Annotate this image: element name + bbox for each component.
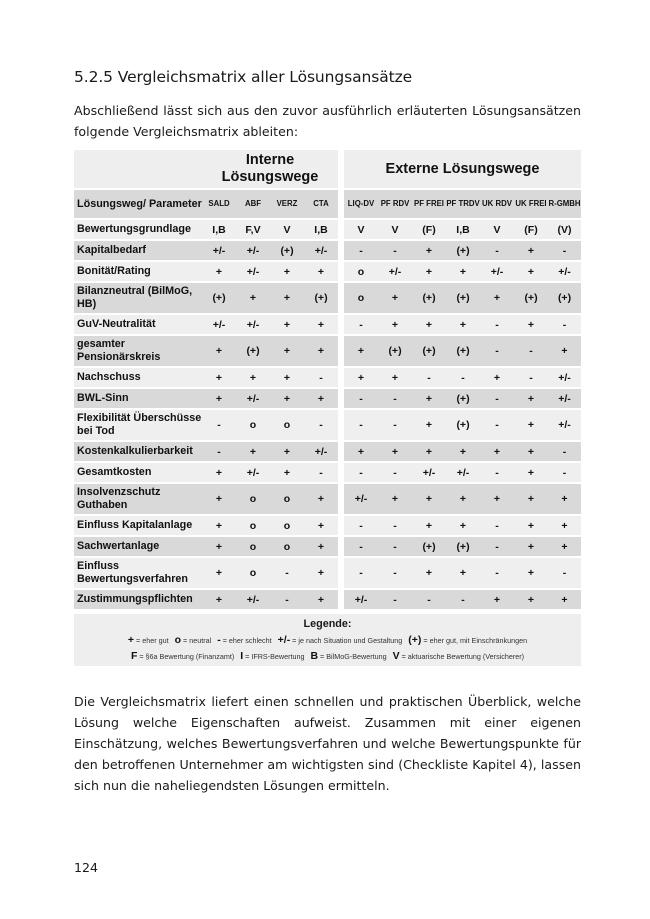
rating-cell: + [270,262,304,281]
table-row [74,241,581,260]
rating-cell: (+) [412,537,446,556]
rating-cell: V [270,220,304,239]
rating-cell: + [412,410,446,440]
rating-cell: - [344,389,378,408]
rating-cell: (+) [446,241,480,260]
rating-cell: o [270,410,304,440]
rating-cell: - [480,241,514,260]
rating-cell: + [480,283,514,313]
table-row [74,484,581,514]
rating-cell: - [304,463,338,482]
rating-cell: - [344,315,378,334]
rating-cell: + [304,590,338,609]
rating-cell: + [378,442,412,461]
rating-cell: o [344,283,378,313]
column-header: R-GMBH [548,190,581,218]
rating-cell: +/- [202,241,236,260]
rating-cell: (F) [412,220,446,239]
rating-cell: +/- [548,262,581,281]
rating-cell: o [270,537,304,556]
rating-cell: + [514,442,548,461]
rating-cell: + [548,484,581,514]
rating-cell: - [344,463,378,482]
legend-line-2 [74,650,581,662]
rating-cell: + [514,315,548,334]
rating-cell: - [514,336,548,366]
table-row [74,558,581,588]
rating-cell: - [304,410,338,440]
row-label: Bonität/Rating [74,262,202,281]
legend-symbol: - [217,634,221,646]
column-header: PF TRDV [446,190,480,218]
rating-cell: + [412,315,446,334]
rating-cell: (F) [514,220,548,239]
rating-cell: + [446,442,480,461]
rating-cell: +/- [304,442,338,461]
rating-cell: - [514,368,548,387]
legend-line-1 [74,634,581,646]
rating-cell: - [480,389,514,408]
rating-cell: + [412,558,446,588]
rating-cell: +/- [378,262,412,281]
rating-cell: + [412,442,446,461]
column-header: VERZ [270,190,304,218]
rating-cell: (+) [514,283,548,313]
rating-cell: - [304,368,338,387]
corner-cell [74,150,202,188]
rating-cell: + [304,484,338,514]
rating-cell: - [480,410,514,440]
table-row [74,537,581,556]
rating-cell: - [548,315,581,334]
rating-cell: + [270,389,304,408]
rating-cell: (+) [270,241,304,260]
rating-cell: + [304,336,338,366]
rating-cell: + [480,368,514,387]
rating-cell: + [378,368,412,387]
legend [74,614,581,666]
column-header-row [74,190,581,218]
rating-cell: +/- [412,463,446,482]
table-row [74,590,581,609]
rating-cell: - [344,537,378,556]
legend-text: = eher gut [134,636,175,645]
rating-cell: + [514,558,548,588]
table-row [74,463,581,482]
rating-cell: +/- [548,410,581,440]
rating-cell: - [378,410,412,440]
legend-text: = neutral [181,636,218,645]
rating-cell: + [548,336,581,366]
rating-cell: - [412,590,446,609]
legend-symbol: B [310,650,319,662]
rating-cell: - [412,368,446,387]
rating-cell: +/- [236,315,270,334]
rating-cell: (+) [236,336,270,366]
rating-cell: V [378,220,412,239]
table-row [74,262,581,281]
rating-cell: + [202,516,236,535]
rating-cell: +/- [446,463,480,482]
rating-cell: + [480,590,514,609]
rating-cell: + [202,558,236,588]
column-header: PF FREI [412,190,446,218]
rating-cell: (+) [548,283,581,313]
rating-cell: + [514,516,548,535]
rating-cell: o [236,484,270,514]
row-label: Zustimmungspflichten [74,590,202,609]
rating-cell: + [304,516,338,535]
rating-cell: + [378,315,412,334]
group-header-external: Externe Lösungswege [344,150,581,188]
rating-cell: - [548,442,581,461]
rating-cell: + [270,336,304,366]
legend-text: = eher gut, mit Einschränkungen [421,636,528,645]
rating-cell: - [378,463,412,482]
rating-cell: + [446,558,480,588]
rating-cell: - [446,590,480,609]
rating-cell: + [548,516,581,535]
rating-cell: +/- [548,368,581,387]
rating-cell: + [412,241,446,260]
column-header: SALD [202,190,236,218]
legend-text: = BilMoG-Bewertung [318,652,393,661]
rating-cell: + [270,368,304,387]
rating-cell: - [480,463,514,482]
rating-cell: - [446,368,480,387]
rating-cell: (+) [446,537,480,556]
table-row [74,442,581,461]
legend-text: = eher schlecht [220,636,278,645]
rating-cell: + [514,484,548,514]
rating-cell: - [270,558,304,588]
param-label: Lösungsweg/ Parameter [74,190,202,218]
rating-cell: + [480,442,514,461]
rating-cell: +/- [202,315,236,334]
rating-cell: + [548,537,581,556]
row-label: Flexibilität Überschüsse bei Tod [74,410,202,440]
rating-cell: + [548,590,581,609]
row-label: Nachschuss [74,368,202,387]
rating-cell: V [480,220,514,239]
row-label: Kostenkalkulierbarkeit [74,442,202,461]
legend-symbol: V [392,650,400,662]
rating-cell: + [270,315,304,334]
table-row [74,516,581,535]
rating-cell: + [202,463,236,482]
column-header: UK RDV [480,190,514,218]
row-label: GuV-Neutralität [74,315,202,334]
rating-cell: - [378,558,412,588]
row-label: BWL-Sinn [74,389,202,408]
intro-paragraph: Abschließend lässt sich aus den zuvor ausführlich erläuterten Lösungsansätzen folgende Vergleichsmatrix ableiten: [74,103,581,139]
rating-cell: + [202,389,236,408]
rating-cell: + [344,336,378,366]
rating-cell: + [304,262,338,281]
rating-cell: o [344,262,378,281]
table-row [74,389,581,408]
rating-cell: + [514,410,548,440]
legend-text: = §6a Bewertung (Finanzamt) [137,652,241,661]
rating-cell: + [378,484,412,514]
legend-text: = aktuarische Bewertung (Versicherer) [399,652,525,661]
rating-cell: +/- [236,590,270,609]
rating-cell: - [480,336,514,366]
rating-cell: + [304,558,338,588]
rating-cell: + [270,463,304,482]
rating-cell: - [344,516,378,535]
page-number: 124 [74,860,99,875]
rating-cell: (V) [548,220,581,239]
row-label: Gesamtkosten [74,463,202,482]
legend-symbol: (+) [408,634,422,646]
rating-cell: +/- [304,241,338,260]
rating-cell: + [514,262,548,281]
rating-cell: + [378,283,412,313]
group-header-internal: Interne Lösungswege [202,150,338,188]
rating-cell: + [236,442,270,461]
rating-cell: + [446,315,480,334]
rating-cell: - [480,516,514,535]
rating-cell: + [514,389,548,408]
table-row [74,220,581,239]
rating-cell: o [236,537,270,556]
rating-cell: + [514,463,548,482]
rating-cell: - [480,537,514,556]
rating-cell: o [236,558,270,588]
rating-cell: + [202,484,236,514]
rating-cell: - [480,315,514,334]
row-label: Einfluss Bewertungsverfahren [74,558,202,588]
table-row [74,368,581,387]
legend-symbol: F [130,650,138,662]
rating-cell: +/- [344,484,378,514]
table-row [74,336,581,366]
rating-cell: (+) [446,336,480,366]
rating-cell: o [236,516,270,535]
rating-cell: + [412,516,446,535]
column-header: CTA [304,190,338,218]
comparison-matrix [74,148,581,611]
row-label: Insolvenzschutz Guthaben [74,484,202,514]
table-row [74,283,581,313]
rating-cell: +/- [236,463,270,482]
rating-cell: + [446,484,480,514]
rating-cell: - [548,558,581,588]
legend-symbol: o [174,634,182,646]
rating-cell: (+) [446,283,480,313]
rating-cell: (+) [412,336,446,366]
column-header: UK FREI [514,190,548,218]
rating-cell: +/- [548,389,581,408]
rating-cell: - [202,410,236,440]
rating-cell: + [202,590,236,609]
rating-cell: +/- [236,262,270,281]
rating-cell: - [378,516,412,535]
row-label: gesamter Pensionärskreis [74,336,202,366]
rating-cell: + [304,537,338,556]
rating-cell: I,B [304,220,338,239]
rating-cell: F,V [236,220,270,239]
rating-cell: o [270,484,304,514]
rating-cell: (+) [304,283,338,313]
rating-cell: + [412,389,446,408]
rating-cell: - [548,241,581,260]
rating-cell: + [270,283,304,313]
rating-cell: + [514,590,548,609]
rating-cell: + [236,368,270,387]
rating-cell: +/- [236,241,270,260]
rating-cell: (+) [412,283,446,313]
rating-cell: - [378,389,412,408]
rating-cell: I,B [202,220,236,239]
rating-cell: - [344,410,378,440]
rating-cell: - [378,241,412,260]
legend-text: = je nach Situation und Gestaltung [290,636,409,645]
rating-cell: - [548,463,581,482]
row-label: Bilanzneutral (BilMoG, HB) [74,283,202,313]
matrix-body [74,220,581,609]
rating-cell: - [378,537,412,556]
rating-cell: o [236,410,270,440]
rating-cell: - [344,558,378,588]
rating-cell: +/- [236,389,270,408]
rating-cell: - [378,590,412,609]
legend-symbol: + [127,634,135,646]
rating-cell: - [202,442,236,461]
rating-cell: + [202,368,236,387]
column-header: ABF [236,190,270,218]
rating-cell: - [270,590,304,609]
rating-cell: +/- [480,262,514,281]
rating-cell: + [514,537,548,556]
outro-paragraph: Die Vergleichsmatrix liefert einen schnellen und praktischen Überblick, welche Lösung welche Eigenschaften aufweist. Zusammen mit einer eigenen Einschätzung, welches Bewertungsverfahren und welche Bewertungspunkte für den betroffenen Unternehmer am wichtigsten sind (Checkliste Kapitel 4), lassen sich nun die naheliegendsten Lösungen ermitteln. [74,694,581,793]
rating-cell: + [344,368,378,387]
rating-cell: (+) [378,336,412,366]
rating-cell: + [236,283,270,313]
rating-cell: + [446,516,480,535]
rating-cell: + [514,241,548,260]
legend-text: = IFRS-Bewertung [243,652,311,661]
rating-cell: + [480,484,514,514]
rating-cell: + [344,442,378,461]
rating-cell: (+) [202,283,236,313]
legend-title: Legende: [303,618,352,630]
rating-cell: + [412,484,446,514]
rating-cell: + [446,262,480,281]
rating-cell: o [270,516,304,535]
rating-cell: - [480,558,514,588]
row-label: Einfluss Kapitalanlage [74,516,202,535]
table-row [74,315,581,334]
legend-symbol: +/- [277,634,291,646]
column-header: PF RDV [378,190,412,218]
table-row [74,410,581,440]
rating-cell: + [202,336,236,366]
row-label: Sachwertanlage [74,537,202,556]
rating-cell: + [304,315,338,334]
rating-cell: + [202,537,236,556]
rating-cell: + [270,442,304,461]
column-header: LIQ-DV [344,190,378,218]
rating-cell: I,B [446,220,480,239]
rating-cell: (+) [446,410,480,440]
rating-cell: + [202,262,236,281]
rating-cell: + [304,389,338,408]
rating-cell: V [344,220,378,239]
rating-cell: + [412,262,446,281]
rating-cell: (+) [446,389,480,408]
rating-cell: +/- [344,590,378,609]
legend-symbol: I [240,650,244,662]
row-label: Kapitalbedarf [74,241,202,260]
rating-cell: - [344,241,378,260]
section-heading: 5.2.5 Vergleichsmatrix aller Lösungsansätze [74,68,413,86]
row-label: Bewertungsgrundlage [74,220,202,239]
